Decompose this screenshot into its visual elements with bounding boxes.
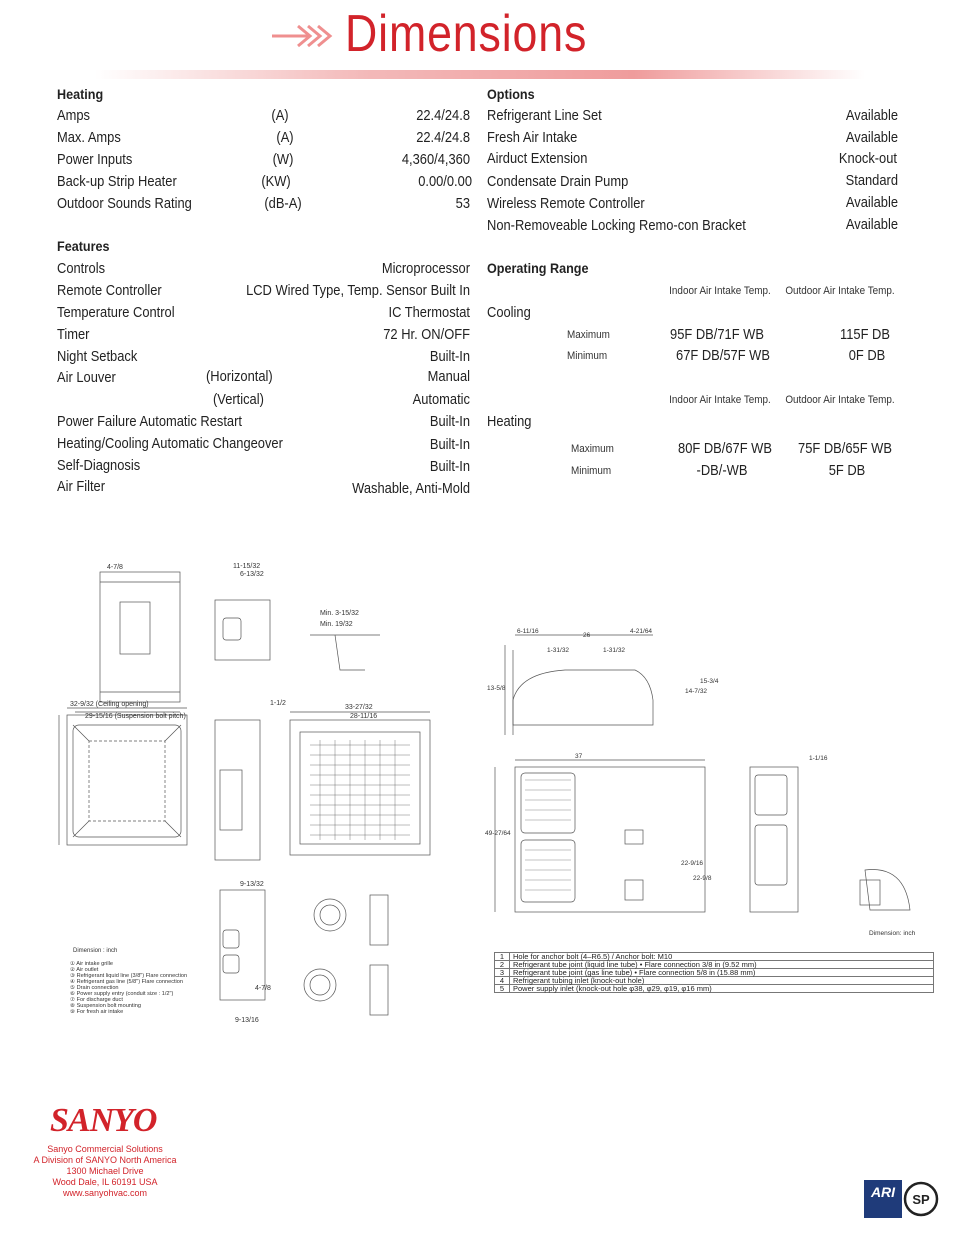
range-value: 0F DB xyxy=(848,347,886,364)
dim-label: 6-11/16 xyxy=(517,628,539,635)
dim-label: 1-31/32 xyxy=(603,647,626,654)
heating-heading: Heating xyxy=(57,86,104,102)
address-line: 1300 Michael Drive xyxy=(66,1166,144,1176)
feature-value: Built-In xyxy=(429,458,470,475)
outdoor-unit-drawing xyxy=(485,625,935,1000)
legend-item: ⑨ For fresh air intake xyxy=(70,1009,124,1015)
legend-item: ④ Refrigerant gas line (5/8") Flare connection xyxy=(70,979,184,985)
feature-label: Timer xyxy=(57,326,90,343)
dim-label: 11-15/32 xyxy=(233,563,261,570)
heating-value: 0.00/0.00 xyxy=(418,173,472,190)
dim-label: 22-9/8 xyxy=(693,875,712,882)
option-label: Wireless Remote Controller xyxy=(487,195,645,212)
title-arrows-icon xyxy=(270,20,336,52)
feature-label: Power Failure Automatic Restart xyxy=(57,413,242,430)
heating-unit: (A) xyxy=(271,107,289,124)
feature-value: Automatic xyxy=(412,391,470,408)
dim-label: 37 xyxy=(575,753,583,760)
option-label: Non-Removeable Locking Remo-con Bracket xyxy=(487,217,746,234)
col-indoor-header: Indoor Air Intake Temp. xyxy=(669,285,771,297)
range-value: 75F DB/65F WB xyxy=(798,440,892,457)
feature-value: Microprocessor xyxy=(381,260,470,277)
feature-label: Self-Diagnosis xyxy=(57,457,141,474)
option-label: Fresh Air Intake xyxy=(487,129,578,146)
legend-number: 4 xyxy=(495,977,510,985)
dim-label: 13-5/8 xyxy=(487,685,506,692)
option-value: Available xyxy=(845,216,898,233)
range-value: 95F DB/71F WB xyxy=(670,326,764,343)
range-value: 67F DB/57F WB xyxy=(676,347,770,364)
outdoor-legend-table xyxy=(494,952,934,993)
feature-label: Night Setback xyxy=(57,348,138,365)
feature-value: LCD Wired Type, Temp. Sensor Built In xyxy=(246,282,470,299)
col-indoor-header: Indoor Air Intake Temp. xyxy=(669,394,771,406)
heating-unit: (dB-A) xyxy=(264,195,302,212)
feature-value: Built-In xyxy=(429,348,470,365)
feature-value: IC Thermostat xyxy=(388,304,470,321)
legend-text: Refrigerant tubing inlet (knock-out hole) xyxy=(510,977,934,985)
legend-item: ⑧ Suspension bolt mounting xyxy=(70,1003,141,1009)
dim-label: 28-11/16 xyxy=(350,713,378,720)
table-row xyxy=(495,985,934,993)
feature-value: Washable, Anti-Mold xyxy=(352,480,470,497)
range-value: 5F DB xyxy=(828,462,866,479)
dim-label: 4-21/64 xyxy=(630,628,653,635)
address-line: A Division of SANYO North America xyxy=(33,1155,177,1165)
heating-value: 53 xyxy=(455,195,470,212)
option-value: Available xyxy=(845,194,898,211)
legend-item: ② Air outlet xyxy=(70,967,99,973)
range-value: 115F DB xyxy=(840,326,890,343)
col-outdoor-header: Outdoor Air Intake Temp. xyxy=(785,285,895,297)
feature-label: Air Filter xyxy=(57,478,106,495)
feature-value: Manual xyxy=(427,368,470,385)
range-max-label: Maximum xyxy=(571,443,614,455)
heating-label: Back-up Strip Heater xyxy=(57,173,177,190)
dim-label: Min. 3-15/32 xyxy=(320,610,359,617)
heating-unit: (W) xyxy=(272,151,294,168)
feature-label: Temperature Control xyxy=(57,304,175,321)
cooling-label: Cooling xyxy=(487,304,531,321)
range-max-label: Maximum xyxy=(567,329,610,341)
address-line: Wood Dale, IL 60191 USA xyxy=(52,1177,158,1187)
legend-item: ⑥ Power supply entry (conduit size : 1/2") xyxy=(70,991,174,997)
option-value: Knock-out xyxy=(838,150,897,167)
dim-label: 1-1/16 xyxy=(809,755,828,762)
dim-label: 29-15/16 (Suspension bolt pitch) xyxy=(85,713,186,720)
louver-horizontal-label: (Horizontal) xyxy=(206,368,273,385)
option-value: Available xyxy=(845,107,898,124)
legend-number: 2 xyxy=(495,961,510,969)
col-outdoor-header: Outdoor Air Intake Temp. xyxy=(785,394,895,406)
option-value: Standard xyxy=(845,172,898,189)
heating-value: 22.4/24.8 xyxy=(416,107,470,124)
range-value: 80F DB/67F WB xyxy=(678,440,772,457)
option-label: Condensate Drain Pump xyxy=(487,173,629,190)
range-value: -DB/-WB xyxy=(696,462,748,479)
dim-label: 26 xyxy=(583,632,591,639)
feature-label: Remote Controller xyxy=(57,282,162,299)
feature-value: 72 Hr. ON/OFF xyxy=(383,326,470,343)
feature-label: Air Louver xyxy=(57,369,116,386)
legend-item: ① Air intake grille xyxy=(70,961,113,967)
header-divider xyxy=(95,70,865,79)
dim-label: 15-3/4 xyxy=(700,678,719,685)
website-link[interactable]: www.sanyohvac.com xyxy=(62,1188,148,1198)
heating-value: 4,360/4,360 xyxy=(401,151,470,168)
ari-certified-badge xyxy=(864,1180,902,1218)
dimension-unit-note: Dimension : inch xyxy=(73,948,118,954)
feature-label: Heating/Cooling Automatic Changeover xyxy=(57,435,283,452)
feature-value: Built-In xyxy=(429,436,470,453)
legend-text: Refrigerant tube joint (gas line tube) • Flare connection 5/8 in (15.88 mm) xyxy=(510,969,934,977)
option-label: Refrigerant Line Set xyxy=(487,107,602,124)
csa-certification-icon xyxy=(903,1181,939,1217)
range-min-label: Minimum xyxy=(571,465,612,477)
dim-label: 4-7/8 xyxy=(255,985,271,992)
dim-label: 6-13/32 xyxy=(240,571,264,578)
heating-label: Outdoor Sounds Rating xyxy=(57,195,192,212)
operating-range-heading: Operating Range xyxy=(487,260,589,276)
dim-label: 1-31/32 xyxy=(547,647,570,654)
legend-text: Refrigerant tube joint (liquid line tube) • Flare connection 3/8 in (9.52 mm) xyxy=(510,961,934,969)
address-line: Sanyo Commercial Solutions xyxy=(47,1144,163,1154)
dim-label: Min. 19/32 xyxy=(320,621,353,628)
legend-text: Power supply inlet (knock-out hole φ38, φ29, φ19, φ16 mm) xyxy=(510,985,934,993)
louver-vertical-label: (Vertical) xyxy=(213,391,264,408)
dim-label: 22-9/16 xyxy=(681,860,704,867)
heating-unit: (KW) xyxy=(261,173,291,190)
heating-range-label: Heating xyxy=(487,413,532,430)
heating-label: Power Inputs xyxy=(57,151,133,168)
heating-value: 22.4/24.8 xyxy=(416,129,470,146)
csa-mark-text: SP xyxy=(912,1192,930,1207)
legend-number: 3 xyxy=(495,969,510,977)
legend-text: Hole for anchor bolt (4–R6.5) / Anchor bolt: M10 xyxy=(510,953,934,961)
legend-item: ③ Refrigerant liquid line (3/8") Flare connection xyxy=(70,973,188,979)
dim-label: 9-13/32 xyxy=(240,881,264,888)
dim-label: 32-9/32 (Ceiling opening) xyxy=(70,701,149,708)
option-label: Airduct Extension xyxy=(487,150,588,167)
legend-item: ⑦ For discharge duct xyxy=(70,997,123,1003)
indoor-unit-drawing xyxy=(45,560,445,1030)
heating-label: Max. Amps xyxy=(57,129,121,146)
dim-label: 4-7/8 xyxy=(107,564,123,571)
sanyo-logo: SANYO xyxy=(50,1102,157,1139)
options-heading: Options xyxy=(487,86,535,102)
option-value: Available xyxy=(845,129,898,146)
legend-number: 1 xyxy=(495,953,510,961)
dim-label: 9-13/16 xyxy=(235,1017,259,1024)
ari-badge-text: ARI xyxy=(870,1184,896,1200)
legend-number: 5 xyxy=(495,985,510,993)
feature-value: Built-In xyxy=(429,413,470,430)
feature-label: Controls xyxy=(57,260,106,277)
features-heading: Features xyxy=(57,238,110,254)
page-title: Dimensions xyxy=(345,5,588,63)
heating-unit: (A) xyxy=(276,129,294,146)
dim-label: 33-27/32 xyxy=(345,704,373,711)
range-min-label: Minimum xyxy=(567,350,608,362)
legend-item: ⑤ Drain connection xyxy=(70,985,119,991)
dimension-unit-note: Dimension: inch xyxy=(869,930,916,937)
heating-label: Amps xyxy=(57,107,90,124)
dim-label: 1-1/2 xyxy=(270,700,286,707)
dim-label: 14-7/32 xyxy=(685,688,708,695)
dim-label: 49-27/64 xyxy=(485,830,511,837)
